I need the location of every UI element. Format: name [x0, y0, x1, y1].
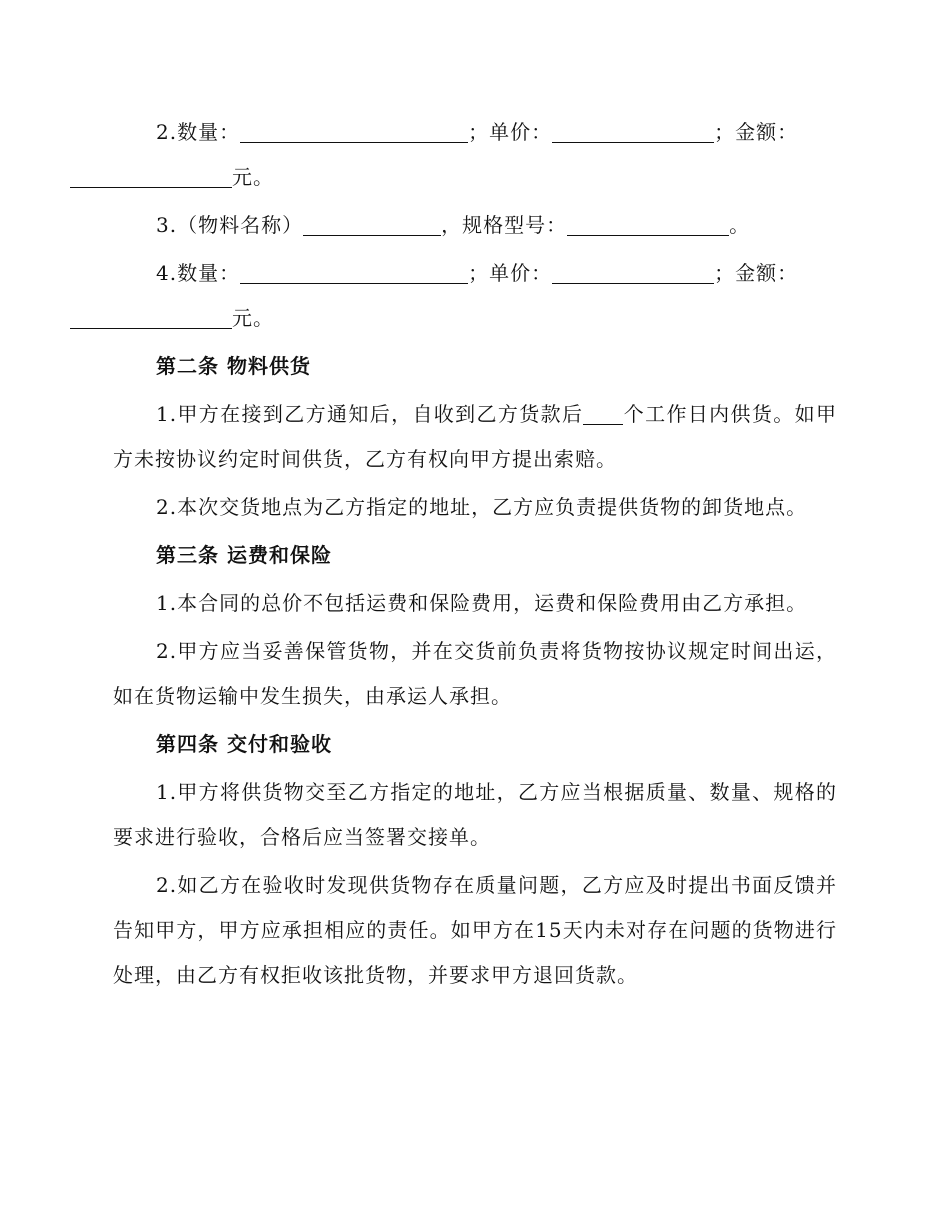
article-4-paragraph-2: 2.如乙方在验收时发现供货物存在质量问题，乙方应及时提出书面反馈并告知甲方，甲方应承担相应的责任。如甲方在15天内未对存在问题的货物进行处理，由乙方有权拒收该批货物，并要求甲方退回货款。	[113, 873, 837, 987]
article-3-paragraph-2: 2.甲方应当妥善保管货物，并在交货前负责将货物按协议规定时间出运，如在货物运输中发生损失，由承运人承担。	[113, 639, 837, 708]
days-blank	[583, 402, 623, 425]
amount-unit: 元。	[232, 165, 274, 189]
unit-price-blank	[552, 261, 714, 284]
article-2-p1-after: 个工作日内供货。如甲方未按协议约定时间供货，乙方有权向甲方提出索赔。	[113, 402, 837, 471]
quantity-blank	[240, 261, 468, 284]
amount-label: ；金额：	[714, 261, 799, 285]
item-4-label: 4.数量：	[156, 261, 241, 285]
document-body	[113, 110, 837, 1001]
article-2-heading: 第二条 物料供货	[156, 354, 311, 378]
article-4-heading: 第四条 交付和验收	[156, 732, 332, 756]
item-2-label: 2.数量：	[156, 120, 241, 144]
spec-blank	[567, 213, 729, 236]
item-4-line	[113, 251, 837, 341]
item-2-line	[113, 110, 837, 200]
amount-unit: 元。	[232, 306, 274, 330]
unit-price-label: ；单价：	[468, 120, 553, 144]
amount-blank	[70, 165, 232, 188]
article-3-heading: 第三条 运费和保险	[156, 543, 332, 567]
amount-blank	[70, 306, 232, 329]
quantity-blank	[240, 120, 468, 143]
spec-label: ，规格型号：	[441, 213, 568, 237]
unit-price-blank	[552, 120, 714, 143]
material-name-blank	[303, 213, 441, 236]
article-3-paragraph-1: 1.本合同的总价不包括运费和保险费用，运费和保险费用由乙方承担。	[156, 591, 808, 615]
item-3-end: 。	[729, 213, 751, 237]
item-3-line	[113, 203, 837, 248]
article-2-paragraph-2: 2.本次交货地点为乙方指定的地址，乙方应负责提供货物的卸货地点。	[156, 495, 808, 519]
article-2-p1-before: 1.甲方在接到乙方通知后，自收到乙方货款后	[156, 402, 584, 426]
article-2-paragraph-1	[113, 392, 837, 482]
amount-label: ；金额：	[714, 120, 799, 144]
article-4-paragraph-1: 1.甲方将供货物交至乙方指定的地址，乙方应当根据质量、数量、规格的要求进行验收，合格后应当签署交接单。	[113, 780, 837, 849]
unit-price-label: ；单价：	[468, 261, 553, 285]
item-3-label: 3.（物料名称）	[156, 213, 304, 237]
